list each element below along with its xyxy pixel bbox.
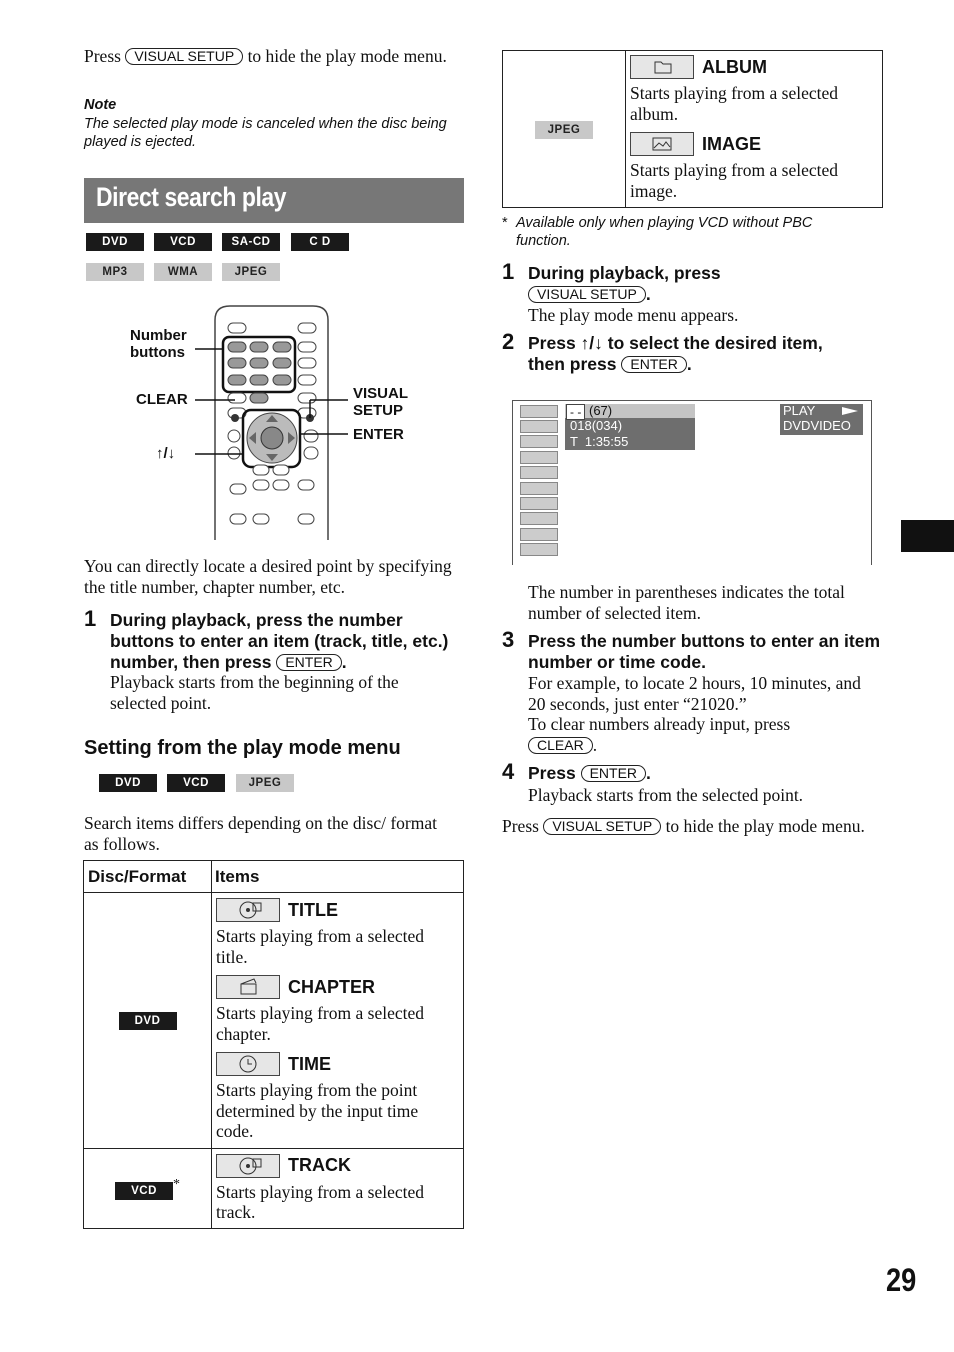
right-step4-body: Playback starts from the selected point. [528,785,804,805]
osd-source-label: DVDVIDEO [783,418,851,433]
right-step3-number: 3 [502,627,515,652]
note-text: The selected play mode is canceled when the disc being played is ejected. [84,116,447,150]
osd-icon-setup [520,528,558,541]
vcd-items-cell [212,1148,464,1228]
osd-icon-subtitle [520,466,558,479]
badge-sacd: SA-CD [222,233,280,251]
right-step4-heading: Press ENTER . [528,763,651,783]
item-album: ALBUM Starts playing from a selected album. [630,56,838,124]
chapter-clapper-icon [216,975,280,999]
visual-setup-key-2: VISUAL SETUP [528,286,646,303]
item-track: TRACK Starts playing from a selected track. [216,1155,424,1222]
dvd-items-cell [212,893,464,1149]
enter-key: ENTER [276,654,341,671]
badge-vcd-2: VCD [167,774,225,792]
label-visual-setup: VISUAL SETUP [353,385,408,419]
osd-chapter-line: 018(034) [570,418,623,433]
footnote-mark: * [502,215,508,231]
right-step1-number: 1 [502,259,515,284]
col-items: Items [212,861,464,893]
osd-title-total: (67) [589,403,613,418]
vcd-format-cell [84,1148,212,1228]
jpeg-items-table [502,50,883,208]
jpeg-badge: JPEG [535,121,593,139]
visual-setup-key: VISUAL SETUP [125,48,243,65]
search-items-text: Search items differs depending on the disc/ format as follows. [84,813,437,854]
osd-icon-chapter [520,420,558,433]
badge-dvd-2: DVD [99,774,157,792]
badge-cd: C D [291,233,349,251]
time-clock-icon [216,1052,280,1076]
direct-search-paragraph: You can directly locate a desired point by specifying the title number, chapter number, etc. [84,556,452,597]
album-folder-icon [630,55,694,79]
label-clear: CLEAR [136,391,188,408]
osd-icon-title [520,405,558,418]
clear-key: CLEAR [528,737,593,754]
side-tab-marker [901,520,954,552]
badge-jpeg: JPEG [222,263,280,281]
enter-key-2: ENTER [621,356,686,373]
dvd-badge: DVD [119,1012,177,1030]
osd-icon-time [520,435,558,448]
badge-vcd: VCD [154,233,212,251]
osd-title-input: - - [566,404,585,420]
osd-caption: The number in parentheses indicates the total number of selected item. [528,582,845,623]
item-image: IMAGE Starts playing from a selected image. [630,133,838,201]
osd-play-label: PLAY [783,403,816,418]
right-step2-number: 2 [502,329,515,354]
label-arrows: ↑/↓ [156,445,176,462]
right-step4-number: 4 [502,759,515,784]
note-title: Note [84,97,117,113]
page-number: 29 [886,1262,917,1298]
osd-icon-audio [520,451,558,464]
right-step3-heading: Press the number buttons to enter an item number or time code. [528,631,880,672]
disc-format-table [83,860,464,1229]
enter-key-3: ENTER [581,765,646,782]
left-step1-heading: During playback, press the number buttons to enter an item (track, title, etc.) number, then press ENTER . [110,610,449,672]
title-disc-icon [216,898,280,922]
remote-control-illustration [80,300,380,540]
right-step1-body: The play mode menu appears. [528,305,739,325]
item-chapter: CHAPTER Starts playing from a selected chapter. [216,976,424,1044]
left-step1-body: Playback starts from the beginning of the selected point. [110,672,399,713]
osd-icon-picture [520,543,558,556]
subsection-title: Setting from the play mode menu [84,737,401,759]
image-picture-icon [630,132,694,156]
badge-dvd: DVD [86,233,144,251]
intro-paragraph: Press VISUAL SETUP to hide the play mode menu. [84,46,447,66]
osd-time-line: T 1:35:55 [570,434,629,449]
jpeg-format-cell [503,51,626,208]
badge-wma: WMA [154,263,212,281]
osd-icon-zoom [520,497,558,510]
visual-setup-key-3: VISUAL SETUP [543,818,661,835]
right-step1-heading: During playback, press VISUAL SETUP . [528,263,721,304]
badge-jpeg-2: JPEG [236,774,294,792]
right-step3-body2: To clear numbers already input, press CLEAR . [528,714,791,755]
jpeg-items-cell [626,51,883,208]
item-time: TIME Starts playing from the point determined by the input time code. [216,1053,419,1141]
vcd-badge: VCD [115,1182,173,1200]
right-step2-heading: Press ↑/↓ to select the desired item, then press ENTER . [528,333,823,374]
left-step1-number: 1 [84,606,97,631]
section-title: Direct search play [96,182,287,212]
outro-paragraph: Press VISUAL SETUP to hide the play mode menu. [502,816,865,836]
item-title: TITLE Starts playing from a selected title. [216,899,424,967]
osd-icon-repeat [520,512,558,525]
play-arrow-icon [842,407,858,415]
col-disc-format: Disc/Format [84,861,212,893]
footnote-text: Available only when playing VCD without PBC function. [516,215,813,249]
right-step3-body1: For example, to locate 2 hours, 10 minutes, and 20 seconds, just enter “21020.” [528,673,861,714]
dvd-format-cell [84,893,212,1149]
label-enter: ENTER [353,426,404,443]
label-number-buttons: Number buttons [130,327,187,361]
track-disc-icon [216,1154,280,1178]
badge-mp3: MP3 [86,263,144,281]
vcd-asterisk: * [173,1176,180,1192]
osd-icon-angle [520,482,558,495]
